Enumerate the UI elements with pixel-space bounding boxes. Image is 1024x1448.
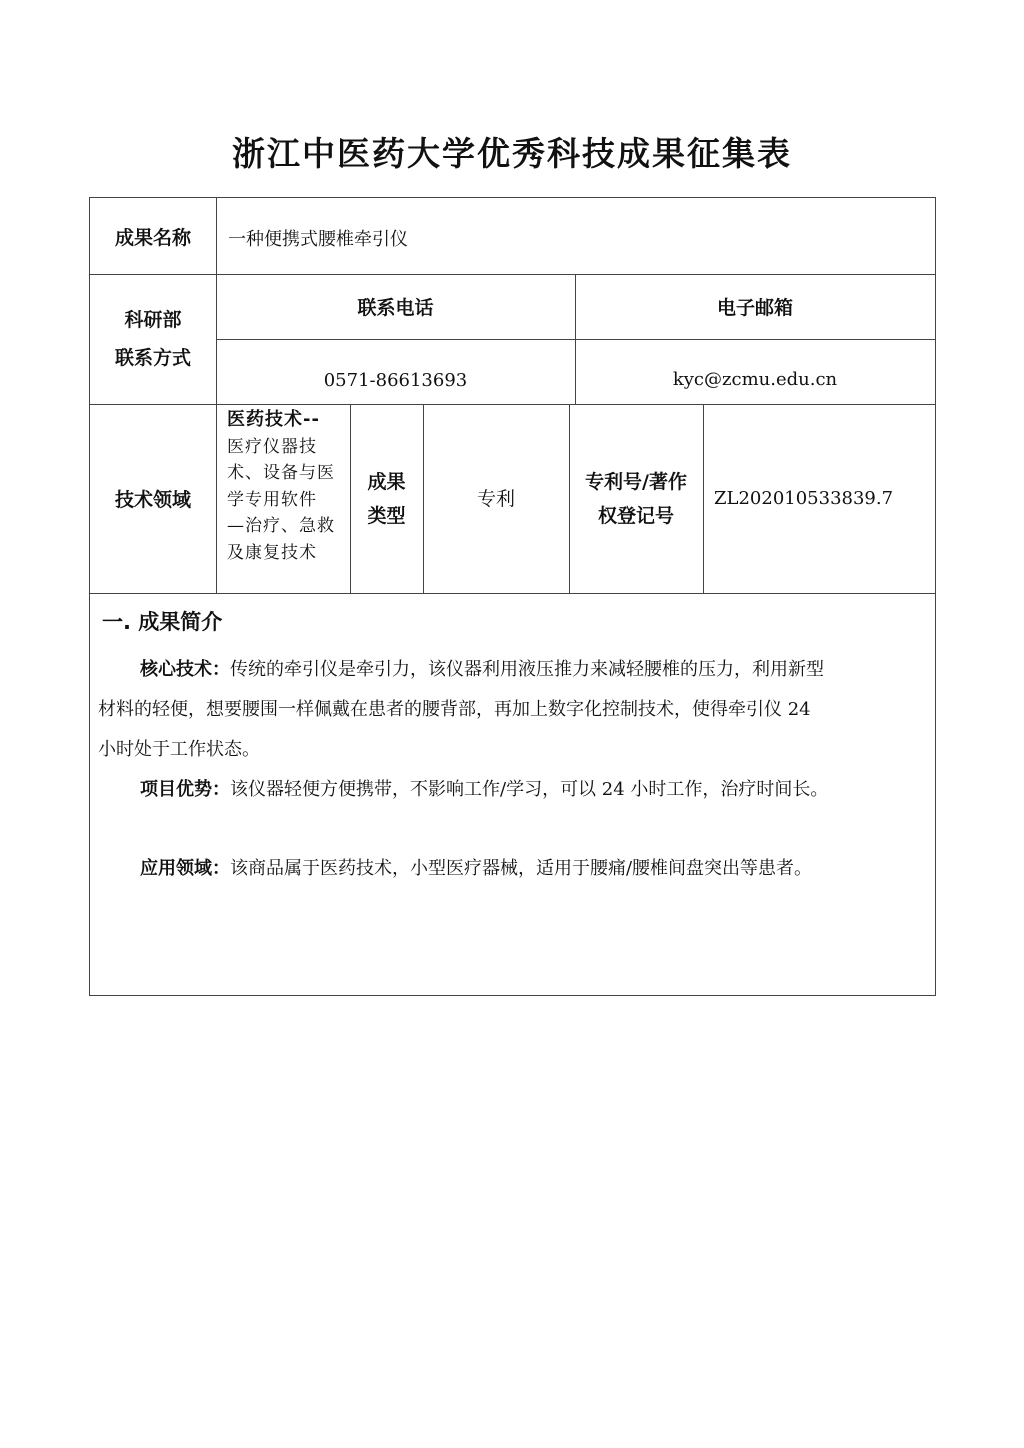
core-technology-label: 核心技术：	[140, 659, 230, 680]
advantage-text: 该仪器轻便方便携带，不影响工作/学习，可以 24 小时工作，治疗时间长。	[230, 779, 829, 800]
section-title: 一. 成果简介	[102, 610, 223, 634]
field-value-line6: 及康复技术	[227, 542, 317, 563]
type-value: 专利	[476, 488, 515, 510]
application-label: 应用领域：	[140, 858, 230, 879]
name-label: 成果名称	[114, 226, 191, 249]
achievement-form	[89, 197, 936, 996]
field-value	[227, 407, 349, 566]
phone-value: 0571-86613693	[323, 370, 468, 391]
application-text: 该商品属于医药技术，小型医疗器械，适用于腰痛/腰椎间盘突出等患者。	[230, 858, 813, 879]
core-technology-line1: 传统的牵引仪是牵引力，该仪器利用液压推力来减轻腰椎的压力，利用新型	[230, 659, 824, 680]
type-label-line2: 类型	[367, 504, 406, 527]
type-label-line1: 成果	[367, 470, 406, 493]
patent-label	[569, 404, 703, 593]
phone-label: 联系电话	[357, 297, 434, 319]
field-label: 技术领域	[114, 489, 191, 511]
field-value-line4: 学专用软件	[227, 489, 317, 510]
type-label	[350, 404, 423, 593]
row-divider	[90, 593, 935, 594]
advantage-label: 项目优势：	[140, 779, 230, 800]
field-value-line2: 医疗仪器技	[227, 436, 317, 457]
contact-label-line1: 科研部	[124, 309, 182, 331]
name-value: 一种便携式腰椎牵引仪	[228, 229, 408, 250]
patent-value: ZL202010533839.7	[714, 488, 894, 509]
patent-label-line2: 权登记号	[597, 504, 674, 527]
core-technology-line2: 材料的轻便，想要腰围一样佩戴在患者的腰背部，再加上数字化控制技术，使得牵引仪 24	[98, 699, 811, 720]
column-divider	[216, 198, 217, 593]
email-value: kyc@zcmu.edu.cn	[672, 369, 838, 390]
field-value-line1: 医药技术--	[227, 409, 320, 430]
core-technology-line3: 小时处于工作状态。	[98, 739, 260, 760]
advantage-paragraph	[98, 770, 972, 810]
application-paragraph	[98, 849, 972, 889]
column-divider	[703, 404, 704, 593]
email-label: 电子邮箱	[716, 297, 793, 319]
document-title: 浙江中医药大学优秀科技成果征集表	[232, 134, 792, 173]
contact-label	[90, 274, 216, 404]
field-value-line3: 术、设备与医	[227, 463, 335, 483]
core-technology-paragraph	[98, 650, 930, 770]
field-value-line5: —治疗、急救	[227, 516, 335, 536]
contact-label-line2: 联系方式	[114, 347, 191, 369]
patent-label-line1: 专利号/著作	[585, 470, 687, 493]
